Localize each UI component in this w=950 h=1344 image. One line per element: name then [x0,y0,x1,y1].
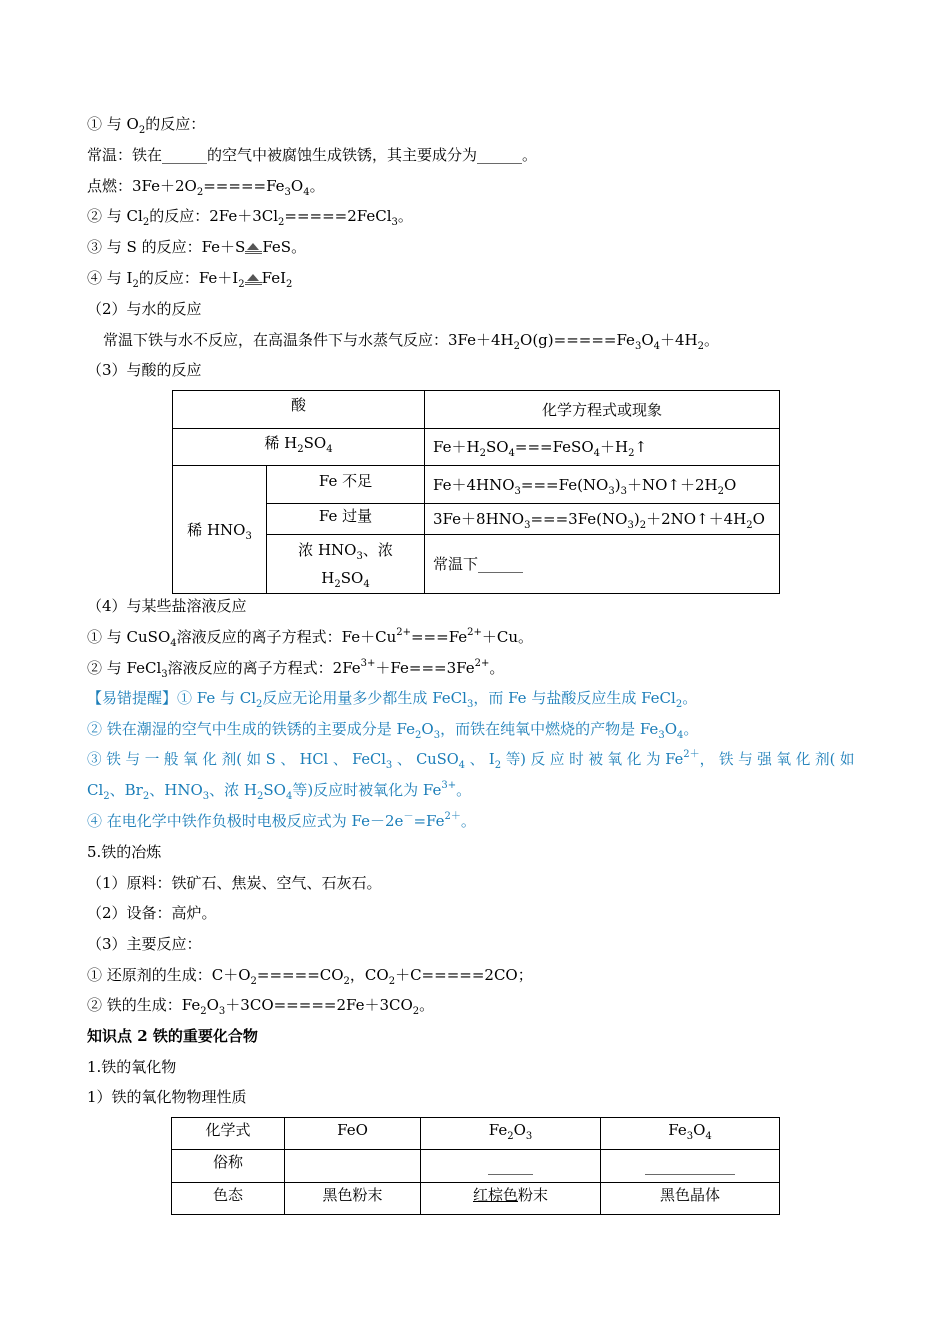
reductant-line: ① 还原剂的生成：$C+O_2=====CO_2$，$CO_2+C=====2CO$； [87,966,533,987]
cl2-reaction-line: ② 与 $Cl_2$的反应：$2Fe+3Cl_2=====2FeCl_3$。 [87,207,413,228]
acid-reaction-heading: （3）与酸的反应 [87,361,202,379]
table-row [172,1118,780,1150]
water-reaction-line: 常温下铁与水不反应，在高温条件下与水蒸气反应：$3Fe+4H_2O(g)=====Fe_3O_4+4H_2$。 [103,331,720,352]
feo-color-cell: 黑色粉末 [285,1183,421,1215]
fe-insufficient-cell: Fe 不足 [267,466,425,504]
table-row [173,429,780,466]
ignition-line: 点燃：$3Fe+2O_2=====Fe_3O_4$。 [87,177,325,198]
header-formula: 化学式 [172,1118,285,1150]
raw-materials-line: （1）原料：铁矿石、焦炭、空气、石灰石。 [87,874,382,892]
oxide-properties-heading: 1）铁的氧化物物理性质 [87,1088,247,1106]
concentrated-acid-phenomenon-cell: 常温下______ [425,535,780,594]
oxide-table [171,1117,780,1215]
header-fe2o3: $Fe_2O_3$ [421,1118,601,1150]
o2-reaction-heading: ① 与 $O_2$的反应： [87,115,206,136]
main-reactions-heading: （3）主要反应： [87,935,202,953]
heating-symbol-icon [245,242,262,254]
concentrated-acid-cell: 浓 $HNO_3$、浓 $H_2SO_4$ [267,535,425,594]
salt-reaction-heading: （4）与某些盐溶液反应 [87,597,247,615]
water-reaction-heading: （2）与水的反应 [87,300,202,318]
heating-symbol-icon [245,273,262,285]
h2so4-equation-cell: $Fe+H_2SO_4===FeSO_4+H_2↑$ [425,429,780,466]
header-equation: 化学方程式或现象 [425,391,780,429]
table-row [173,466,780,504]
room-temp-line: 常温：铁在______的空气中被腐蚀生成铁锈，其主要成分为______。 [87,146,538,164]
s-reaction-line: ③ 与 S 的反应：Fe＋S FeS。 [87,238,307,256]
common-name-label: 俗称 [172,1150,285,1183]
i2-reaction-line: ④ 与 $I_2$的反应：$Fe+I_2$ FeI$_2$ [87,269,293,290]
fe-excess-equation-cell: $3Fe+8HNO_3===3Fe(NO_3)_2+2NO↑+4H_2O$ [425,504,780,535]
iron-generation-line: ② 铁的生成：$Fe_2O_3+3CO=====2Fe+3CO_2$。 [87,996,435,1017]
fe-insufficient-equation-cell: $Fe+4HNO_3===Fe(NO_3)_3+NO↑+2H_2O$ [425,466,780,504]
header-acid: 酸 [173,391,425,429]
iron-oxides-heading: 1.铁的氧化物 [87,1058,177,1076]
dilute-hno3-cell: 稀 $HNO_3$ [173,466,267,594]
fecl3-reaction-line: ② 与 FeCl$_3$溶液反应的离子方程式：$2Fe^{3+}+Fe===3Fe^{2+}$。 [87,658,505,680]
acid-table [172,390,780,594]
fe3o4-color-cell: 黑色晶体 [601,1183,780,1215]
table-row [172,1150,780,1183]
header-fe3o4: $Fe_3O_4$ [601,1118,780,1150]
tip-line-3: ③ 铁 与 一 般 氧 化 剂( 如 S 、 HCl 、 FeCl$_3$ 、 CuSO$_4$ 、 $I_2$ 等) 反 应 时 被 氧 化 为 $Fe^{2+}$， 铁 与 强 氧 化 剂( 如 [87,749,855,771]
tip-line-5: ④ 在电化学中铁作负极时电极反应式为 $Fe-2e^-=Fe^{2+}$。 [87,811,476,830]
cuso4-reaction-line: ① 与 CuSO$_4$溶液反应的离子方程式：$Fe+Cu^{2+}===Fe^{2+}+Cu$。 [87,627,534,649]
dilute-h2so4-cell: 稀 $H_2SO_4$ [173,429,425,466]
table-row [173,391,780,429]
knowledge-point-2-title: 知识点 2 铁的重要化合物 [87,1027,258,1045]
feo-common-name-cell [285,1150,421,1183]
fe2o3-common-name-cell: ______ [421,1150,601,1183]
tip-line-4: $Cl_2$、$Br_2$、$HNO_3$、浓 $H_2SO_4$等)反应时被氧化为 $Fe^{3+}$。 [87,780,472,802]
tip-line-1: 【易错提醒】① Fe 与 $Cl_2$反应无论用量多少都生成 FeCl$_3$，而 Fe 与盐酸反应生成 FeCl$_2$。 [87,689,698,710]
color-state-label: 色态 [172,1183,285,1215]
equipment-line: （2）设备：高炉。 [87,904,217,922]
fe3o4-common-name-cell: ____________ [601,1150,780,1183]
table-row [172,1183,780,1215]
fe-excess-cell: Fe 过量 [267,504,425,535]
fe2o3-color-cell: 红棕色粉末 [421,1183,601,1215]
tip-line-2: ② 铁在潮湿的空气中生成的铁锈的主要成分是 $Fe_2O_3$，而铁在纯氧中燃烧的产物是 $Fe_3O_4$。 [87,720,699,741]
header-feo: FeO [285,1118,421,1150]
smelting-heading: 5.铁的冶炼 [87,843,162,861]
